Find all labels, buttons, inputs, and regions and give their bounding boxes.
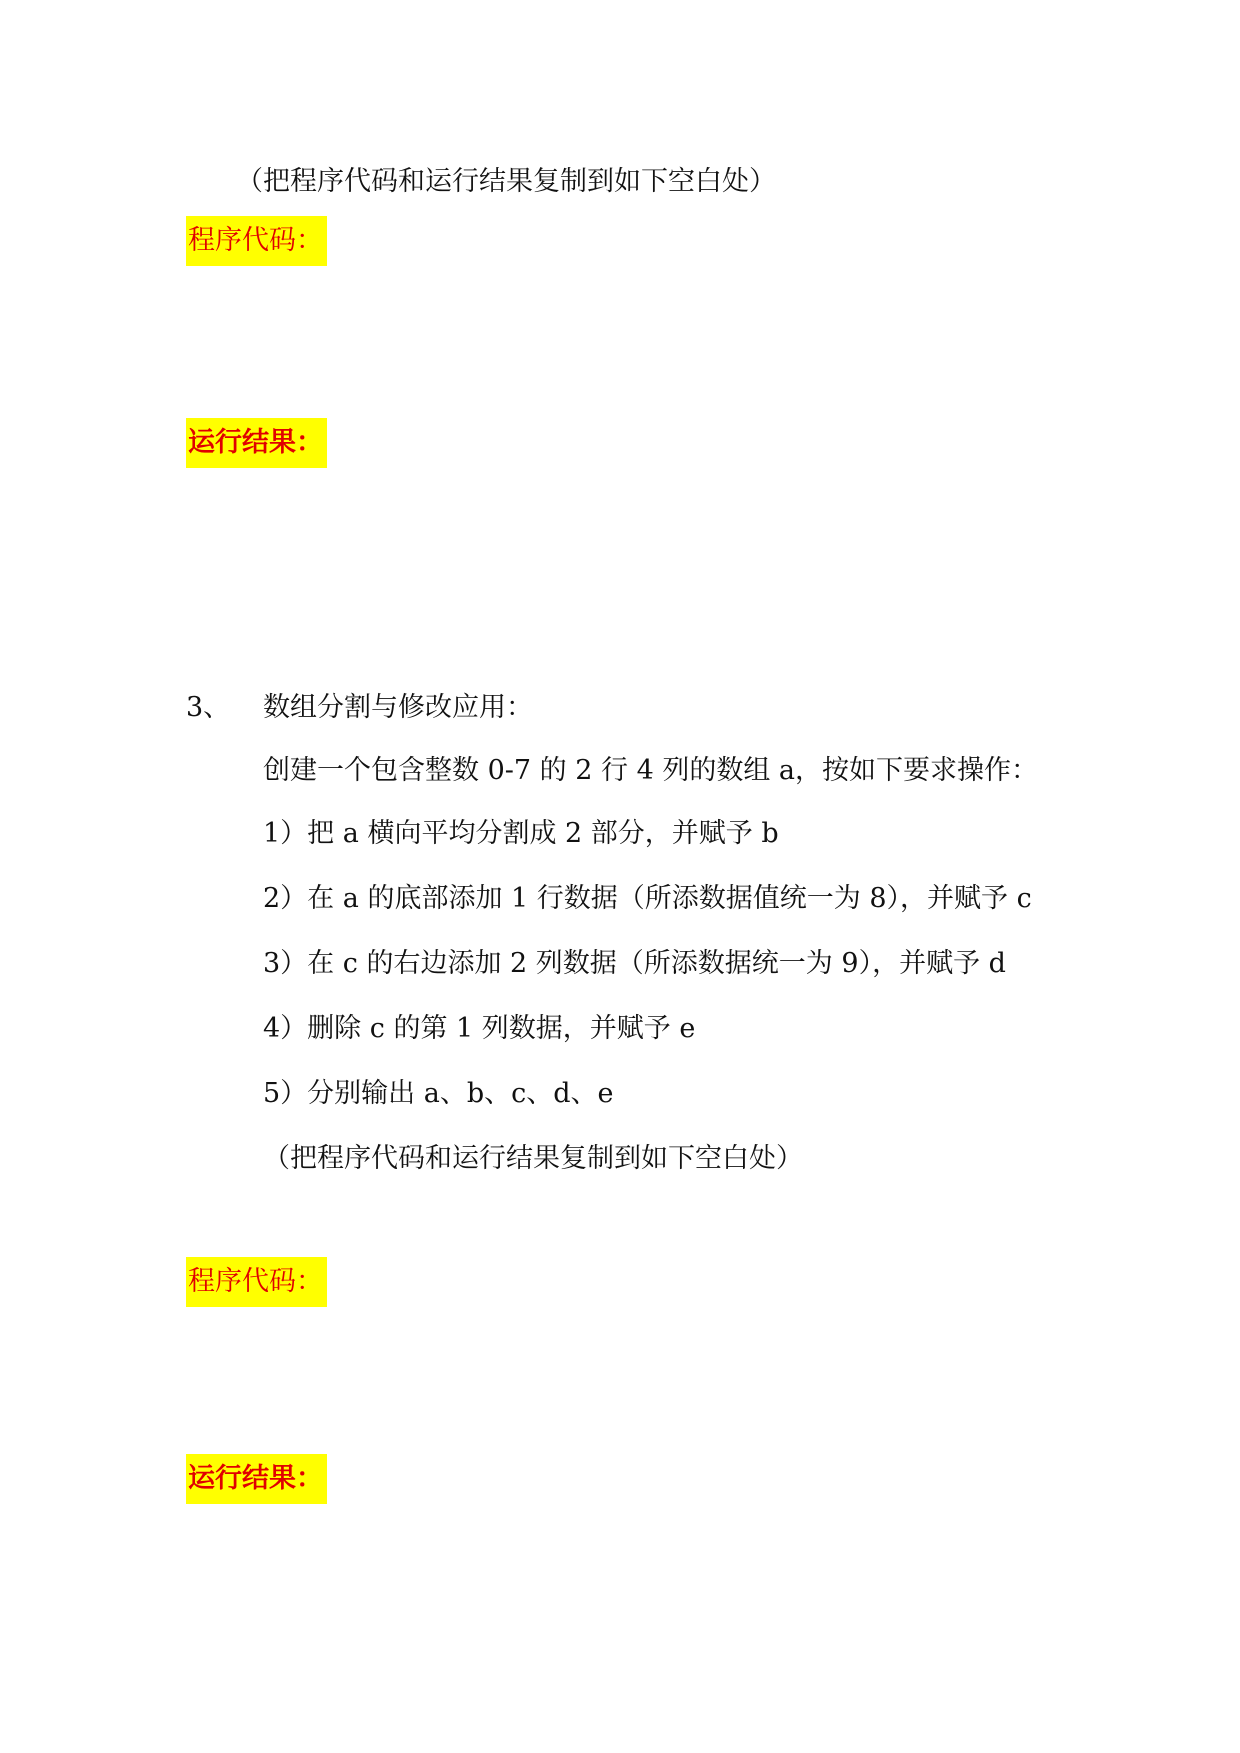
requirement-item: 1）把 a 横向平均分割成 2 部分，并赋予 b bbox=[263, 818, 779, 849]
requirement-item: 5）分别输出 a、b、c、d、e bbox=[263, 1078, 614, 1109]
result-label-top: 运行结果： bbox=[186, 418, 327, 468]
requirement-item: 4）删除 c 的第 1 列数据，并赋予 e bbox=[263, 1013, 696, 1044]
instruction-text-top: （把程序代码和运行结果复制到如下空白处） bbox=[236, 166, 776, 197]
requirement-item: 2）在 a 的底部添加 1 行数据（所添数据值统一为 8），并赋予 c bbox=[263, 883, 1032, 914]
section-number: 3、 bbox=[186, 692, 231, 723]
section-title: 数组分割与修改应用： bbox=[263, 692, 533, 723]
code-label-bottom: 程序代码： bbox=[186, 1257, 327, 1307]
section-intro: 创建一个包含整数 0-7 的 2 行 4 列的数组 a，按如下要求操作： bbox=[263, 755, 1039, 786]
code-label-top: 程序代码： bbox=[186, 216, 327, 266]
instruction-text-section3: （把程序代码和运行结果复制到如下空白处） bbox=[263, 1143, 803, 1174]
requirement-item: 3）在 c 的右边添加 2 列数据（所添数据统一为 9），并赋予 d bbox=[263, 948, 1006, 979]
result-label-bottom: 运行结果： bbox=[186, 1454, 327, 1504]
